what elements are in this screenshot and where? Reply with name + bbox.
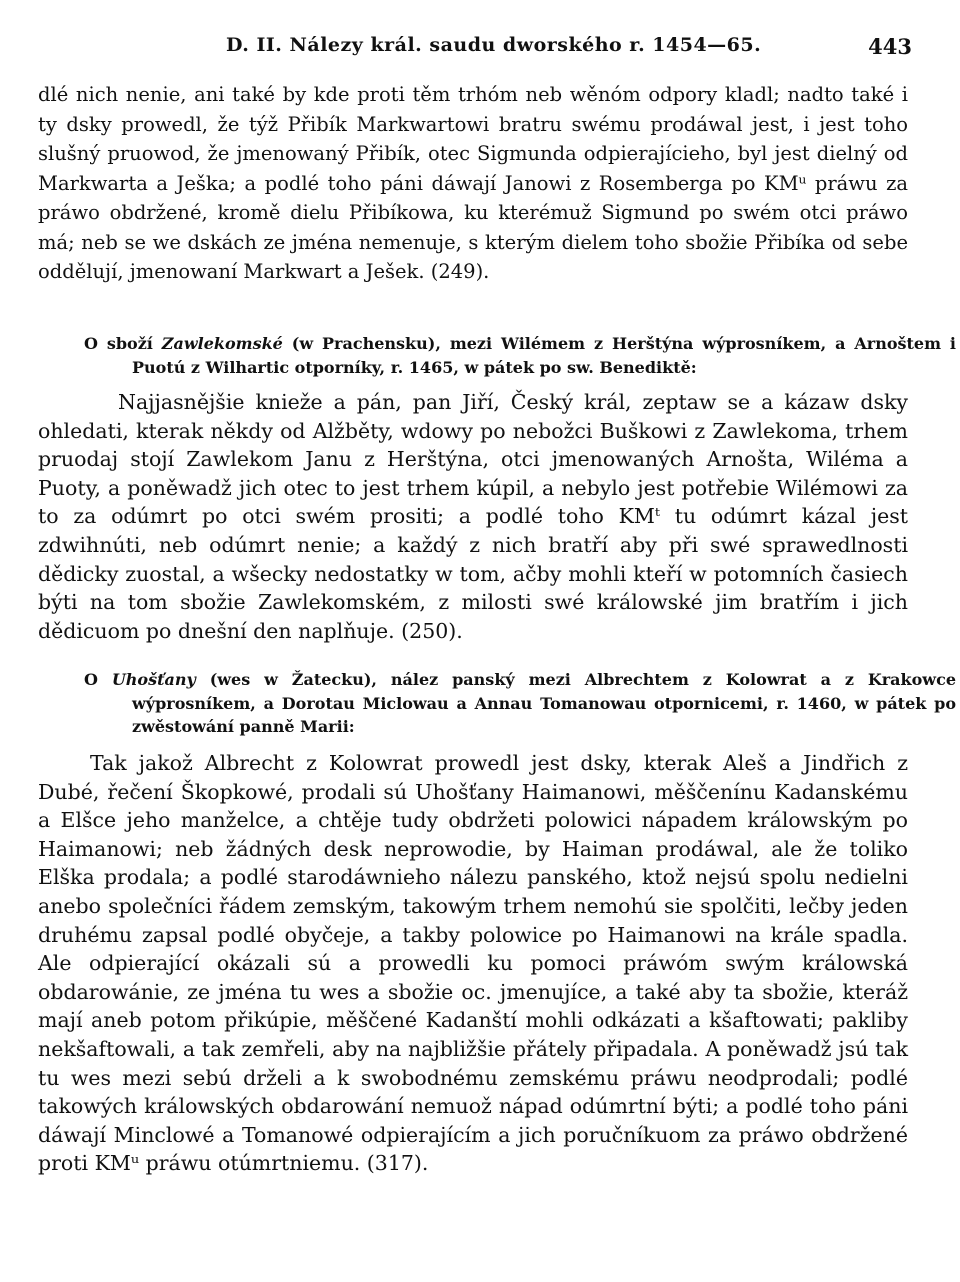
paragraph-continuation: dlé nich nenie, ani také by kde proti těm trhóm neb wěnóm odpory kladl; nadto také i ty dsky prowedl, že týž Přibík Markwartowi bratru swému prodáwal jest, i jest toho slušný pruowod, že jmenowaný Přibík, otec Sigmunda odpierajícieho, byl jest dielný od Markwarta a Ješka; a podlé toho páni dáwají Janowi z Rosemberga po KMᵘ práwu za práwo obdržené, kromě dielu Přibíkowa, ku kterémuž Sigmund po swém otci práwo má; neb se we dskách ze jména nemenuje, s kterým dielem toho sbožie Přibíka od sebe oddělují, jmenowaní Markwart a Ješek. (249).	[38, 83, 908, 283]
page-header	[40, 34, 912, 62]
page-number: 443	[868, 34, 912, 59]
paragraph-uhostany: Tak jakož Albrecht z Kolowrat prowedl jest dsky, kterak Aleš a Jindřich z Dubé, řečení Škopkowé, prodali sú Uhošťany Haimanowi, měščenínu Kadanskému a Elšce jeho manželce, a chtěje tudy obdržeti polowici nápadem králowským po Haimanowi; neb žádných desk neprowodie, by Haiman prodáwal, ale že toliko Elška prodala; a podlé starodáwnieho nálezu panského, ktož nejsú spolu nedielni anebo společníci řádem zemským, takowým trhem nemohú sie spolčiti, lečby jeden druhému zapsal podlé obyčeje, a takby polowice po Haimanowi na krále spadla. Ale odpierající okázali sú a prowedli ku pomoci práwóm swým králowská obdarowánie, ze jména tu wes a sbožie oc. jmenujíce, a také aby ta sbožie, kteráž mají aneb potom přikúpie, měščené Kadanští mohli odkázati a kšaftowati; pakliby nekšaftowali, a tak zemřeli, aby na najbližšie přátely připadala. A poněwadž jsú tak tu wes mezi sebú drželi a k swobodnému zemskému práwu neodprodali; podlé takowých králowských obdarowání nemuož nápad odúmrtní býti; a podlé toho páni dáwají Minclowé a Tomanowé odpierajícím a jich poručníkuom za práwo obdržené proti KMᵘ práwu otúmrtniemu. (317).	[38, 751, 908, 1176]
rubric-zawlekom	[84, 332, 956, 379]
rubric-prefix: O	[84, 670, 112, 689]
rubric-place: Zawlekomské	[161, 334, 283, 353]
rubric-uhostany	[84, 668, 956, 739]
rubric-place: Uhošťany	[111, 670, 196, 689]
rubric-rest: (w Prachensku), mezi Wilémem z Herštýna wýprosníkem, a Arnoštem i Puotú z Wilhartic otporníky, r. 1465, w pátek po sw. Benediktě:	[132, 334, 956, 377]
running-title: D. II. Nálezy král. saudu dworského r. 1454—65.	[226, 34, 762, 56]
rubric-rest: (wes w Žatecku), nález panský mezi Albrechtem z Kolowrat a z Krakowce wýprosníkem, a Dorotau Miclowau a Annau Tomanowau otpornicemi, r. 1460, w pátek po zwěstowání panně Marii:	[132, 670, 957, 736]
rubric-prefix: O sboží	[84, 334, 162, 353]
paragraph-zawlekom: Najjasnějšie knieže a pán, pan Jiří, Český král, zeptaw se a kázaw dsky ohledati, kterak někdy od Alžběty, wdowy po nebožci Buškowi z Zawlekoma, trhem pruodaj stojí Zawlekom Janu z Herštýna, otci jmenowaných Arnošta, Wiléma a Puoty, a poněwadž jich otec to jest trhem kúpil, a nebylo jest potřebie Wilémowi za to za odúmrt po otci swém prositi; a podlé toho KMᵗ tu odúmrt kázal jest zdwihnúti, neb odúmrt nenie; a každý z nich bratří aby při swé sprawedlnosti dědicky zuostal, a wšecky nedostatky w tom, ačby mohli kteří w potomních časiech býti na tom sbožie Zawlekomském, z milosti swé králowské jim bratřím i jich dědicuom po dnešní den naplňuje. (250).	[38, 390, 908, 643]
